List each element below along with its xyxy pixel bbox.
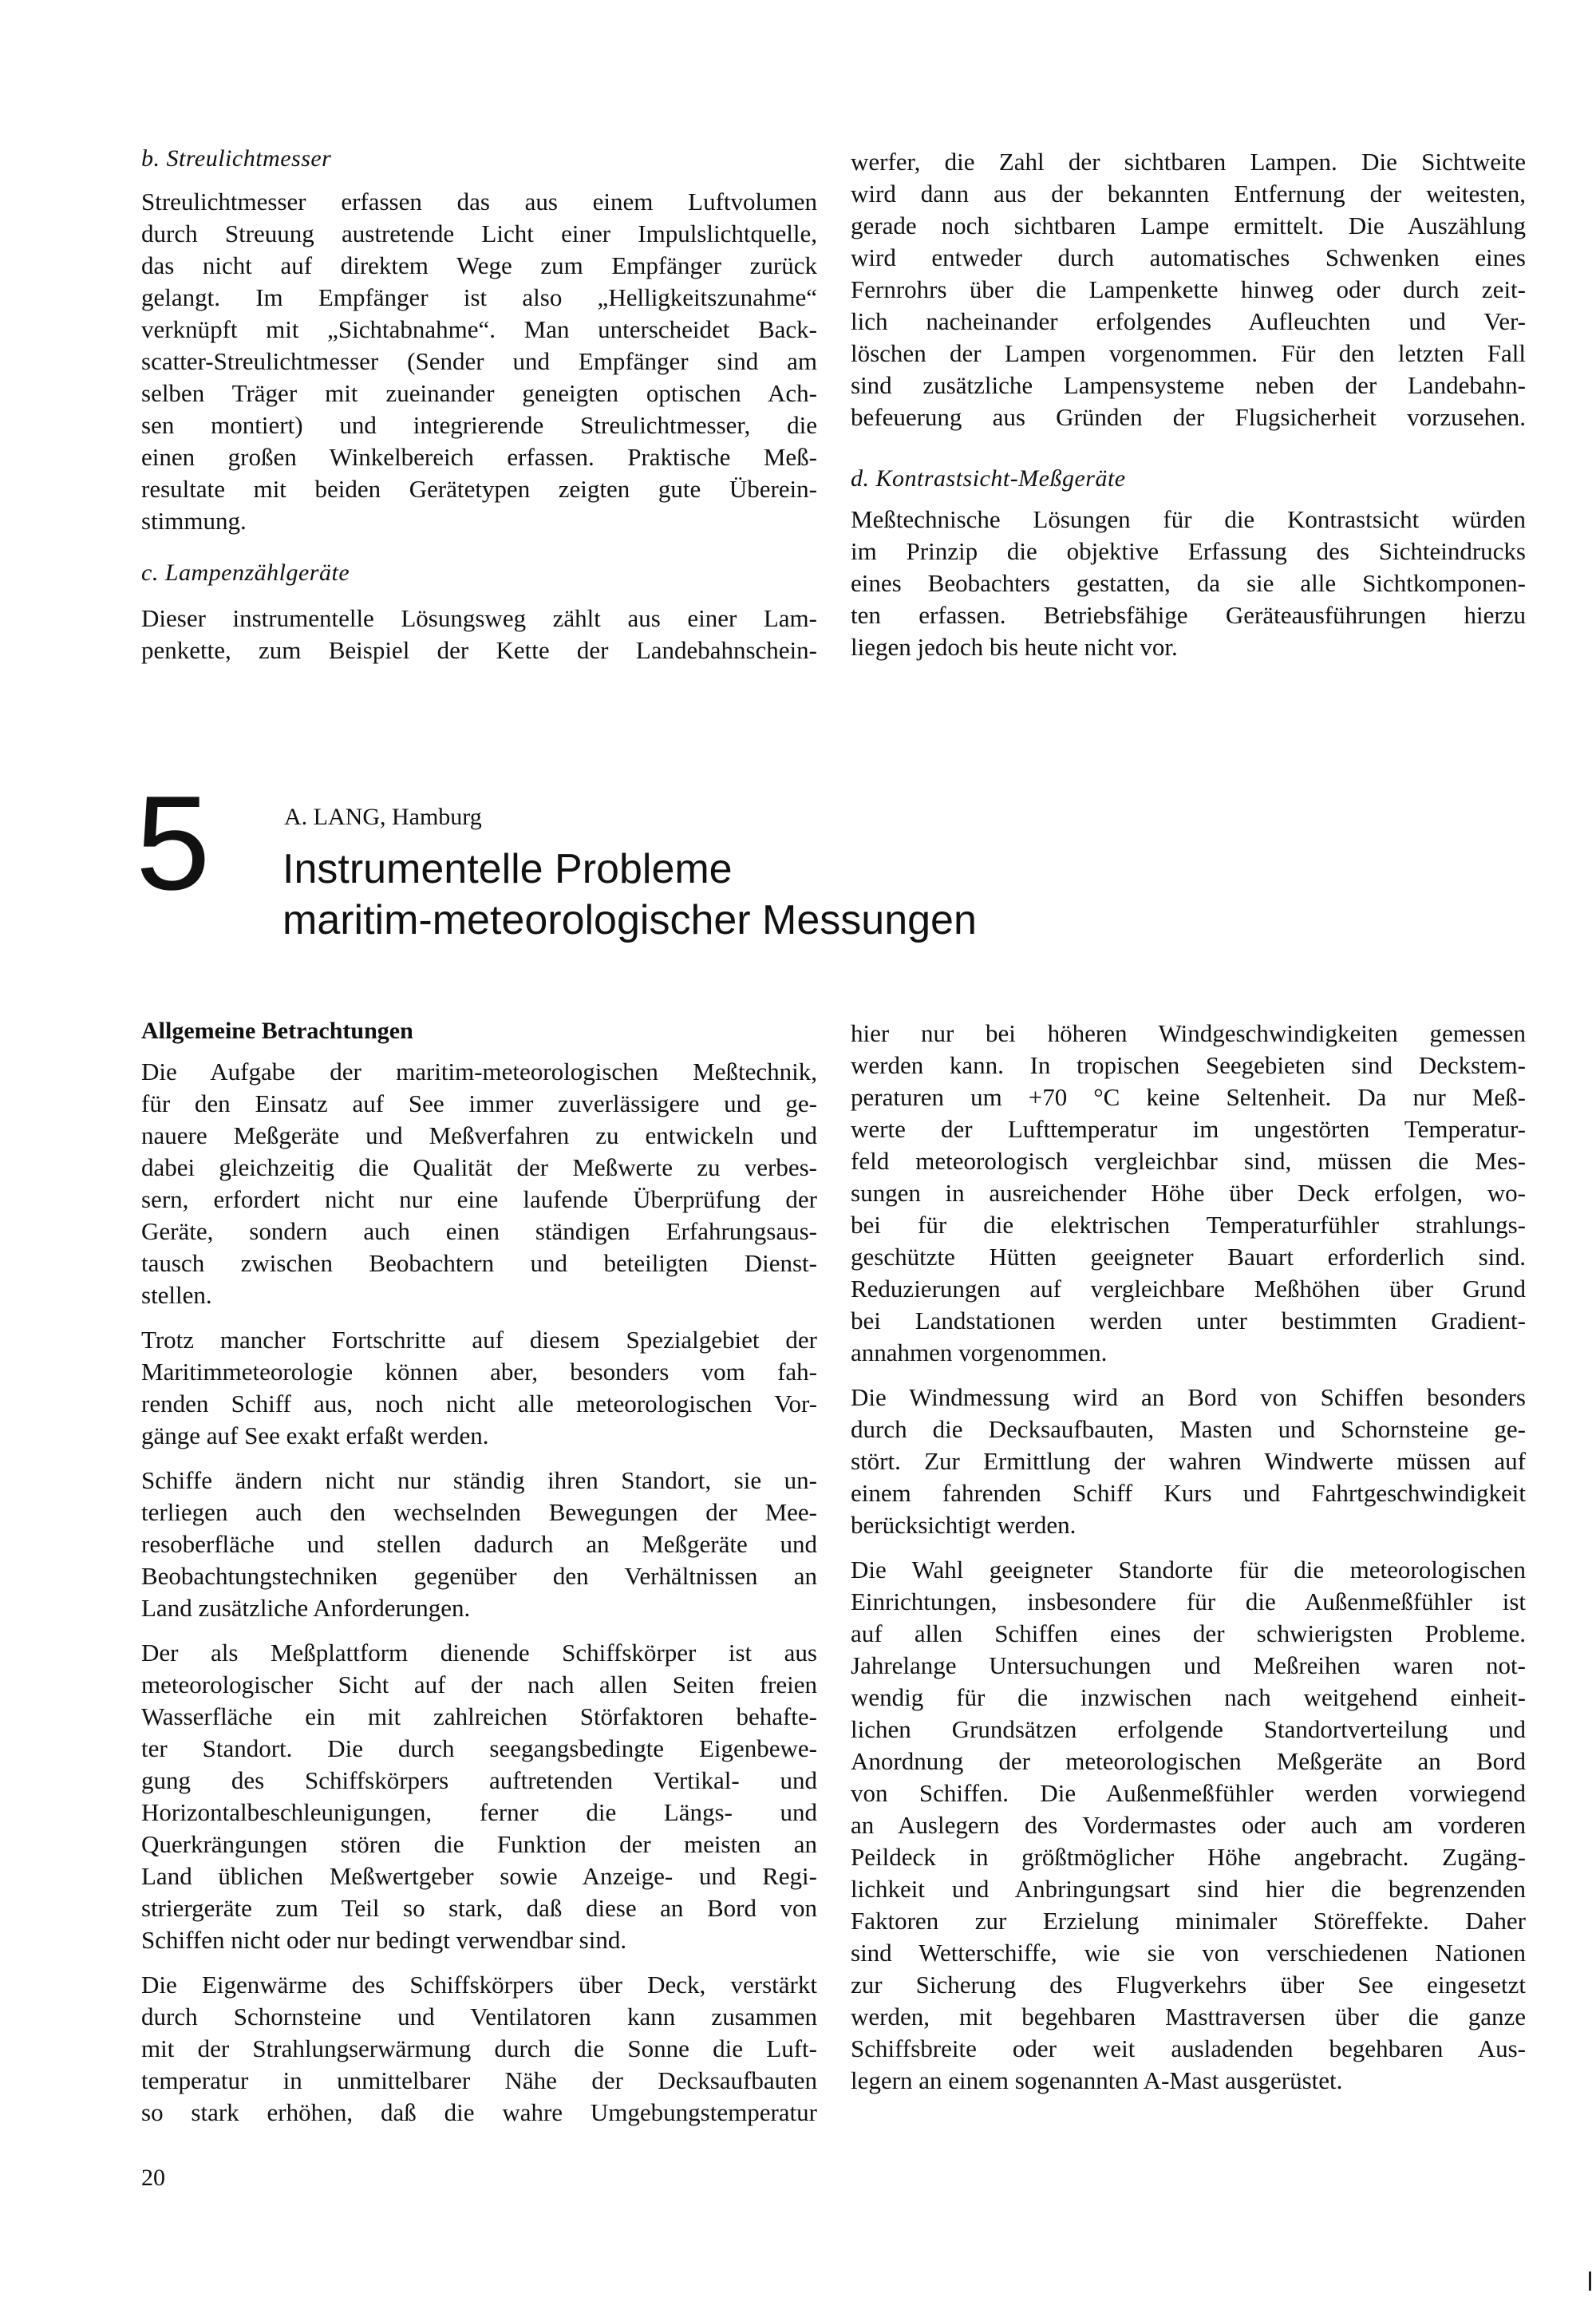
text-line: nauere Meßgeräte und Meßverfahren zu entwickeln und bbox=[141, 1121, 817, 1149]
text-line: werte der Lufttemperatur im ungestörten Temperatur- bbox=[851, 1115, 1526, 1143]
paragraph bbox=[851, 1382, 1526, 1541]
paragraph bbox=[851, 146, 1526, 433]
chapter-number: 5 bbox=[136, 768, 211, 918]
text-line: werden kann. In tropischen Seegebieten sind Deckstem- bbox=[851, 1051, 1526, 1079]
text-line: lichkeit und Anbringungsart sind hier die begrenzenden bbox=[851, 1875, 1526, 1903]
subheading-lampenzaehlgeraete: c. Lampenzählgeräte bbox=[141, 559, 350, 586]
text-line: von Schiffen. Die Außenmeßfühler werden vorwiegend bbox=[851, 1779, 1526, 1807]
paragraph-lampenzaehlgeraete bbox=[141, 603, 817, 666]
text-line: auf allen Schiffen eines der schwierigsten Probleme. bbox=[851, 1619, 1526, 1647]
text-line: Anordnung der meteorologischen Meßgeräte an Bord bbox=[851, 1747, 1526, 1775]
text-line: gung des Schiffskörpers auftretenden Vertikal- und bbox=[141, 1766, 817, 1794]
text-line: an Auslegern des Vordermastes oder auch am vorderen bbox=[851, 1811, 1526, 1839]
text-line: temperatur in unmittelbarer Nähe der Decksaufbauten bbox=[141, 2066, 817, 2094]
text-line: durch Streuung austretende Licht einer Impulslichtquelle, bbox=[141, 219, 817, 247]
subheading-streulichtmesser: b. Streulichtmesser bbox=[141, 145, 332, 172]
paragraph bbox=[851, 1018, 1526, 1369]
text-line: Reduzierungen auf vergleichbare Meßhöhen über Grund bbox=[851, 1275, 1526, 1303]
body-right-column bbox=[851, 1018, 1526, 2097]
text-line: bei für die elektrischen Temperaturfühler strahlungs- bbox=[851, 1211, 1526, 1239]
text-line: sind zusätzliche Lampensysteme neben der Landebahn- bbox=[851, 371, 1526, 399]
scan-mark bbox=[1589, 2271, 1591, 2291]
paragraph bbox=[851, 504, 1526, 663]
text-line: bei Landstationen werden unter bestimmten Gradient- bbox=[851, 1307, 1526, 1334]
text-line: lichen Grundsätzen erfolgende Standortverteilung und bbox=[851, 1715, 1526, 1743]
text-line: penkette, zum Beispiel der Kette der Landebahnschein- bbox=[141, 636, 817, 664]
text-line: Land zusätzliche Anforderungen. bbox=[141, 1594, 471, 1622]
paragraph bbox=[141, 1324, 817, 1452]
text-line: gänge auf See exakt erfaßt werden. bbox=[141, 1421, 489, 1449]
text-line: Streulichtmesser erfassen das aus einem Luftvolumen bbox=[141, 188, 817, 215]
text-line: durch Schornsteine und Ventilatoren kann zusammen bbox=[141, 2003, 817, 2030]
text-line: ter Standort. Die durch seegangsbedingte Eigenbewe- bbox=[141, 1734, 817, 1762]
text-line: scatter-Streulichtmesser (Sender und Empfänger sind am bbox=[141, 347, 817, 375]
text-line: sungen in ausreichender Höhe über Deck erfolgen, wo- bbox=[851, 1179, 1526, 1207]
text-line: Peildeck in größtmöglicher Höhe angebracht. Zugäng- bbox=[851, 1843, 1526, 1871]
text-line: werfer, die Zahl der sichtbaren Lampen. Die Sichtweite bbox=[851, 148, 1526, 176]
text-line: stimmung. bbox=[141, 507, 247, 535]
chapter-title-line: Instrumentelle Probleme bbox=[282, 846, 733, 892]
text-line: stellen. bbox=[141, 1281, 212, 1309]
text-line: Beobachtungstechniken gegenüber den Verhältnissen an bbox=[141, 1562, 817, 1590]
text-line: gerade noch sichtbaren Lampe ermittelt. Die Auszählung bbox=[851, 212, 1526, 239]
paragraph-streulichtmesser bbox=[141, 186, 817, 537]
paragraph bbox=[141, 1969, 817, 2129]
text-line: Die Aufgabe der maritim-meteorologischen Meßtechnik, bbox=[141, 1058, 817, 1085]
text-line: wendig für die inzwischen nach weitgehend einheit- bbox=[851, 1683, 1526, 1711]
page-number: 20 bbox=[141, 2165, 165, 2191]
text-line: Land üblichen Meßwertgeber sowie Anzeige- und Regi- bbox=[141, 1862, 817, 1890]
text-line: mit der Strahlungserwärmung durch die Sonne die Luft- bbox=[141, 2034, 817, 2062]
text-line: einen großen Winkelbereich erfassen. Praktische Meß- bbox=[141, 443, 817, 471]
text-line: im Prinzip die objektive Erfassung des Sichteindrucks bbox=[851, 537, 1526, 565]
text-line: wird dann aus der bekannten Entfernung der weitesten, bbox=[851, 180, 1526, 208]
text-line: Trotz mancher Fortschritte auf diesem Spezialgebiet der bbox=[141, 1326, 817, 1354]
text-line: peraturen um +70 °C keine Seltenheit. Da nur Meß- bbox=[851, 1083, 1526, 1111]
text-line: selben Träger mit zueinander geneigten optischen Ach- bbox=[141, 379, 817, 407]
text-line: so stark erhöhen, daß die wahre Umgebungstemperatur bbox=[141, 2098, 817, 2126]
text-line: Maritimmeteorologie können aber, besonders vom fah- bbox=[141, 1358, 817, 1386]
text-line: Geräte, sondern auch einen ständigen Erfahrungsaus- bbox=[141, 1217, 817, 1245]
text-line: lich nacheinander erfolgendes Aufleuchten und Ver- bbox=[851, 307, 1526, 335]
paragraph bbox=[141, 1637, 817, 1956]
text-line: Querkrängungen stören die Funktion der meisten an bbox=[141, 1830, 817, 1858]
text-line: Die Wahl geeigneter Standorte für die meteorologischen bbox=[851, 1556, 1526, 1584]
text-line: eines Beobachters gestatten, da sie alle Sichtkomponen- bbox=[851, 569, 1526, 597]
text-line: Die Windmessung wird an Bord von Schiffen besonders bbox=[851, 1383, 1526, 1411]
text-line: verknüpft mit „Sichtabnahme“. Man unterscheidet Back- bbox=[141, 315, 817, 343]
paragraph bbox=[141, 1465, 817, 1624]
text-line: gelangt. Im Empfänger ist also „Helligkeitszunahme“ bbox=[141, 283, 817, 311]
text-line: einem fahrenden Schiff Kurs und Fahrtgeschwindigkeit bbox=[851, 1479, 1526, 1507]
text-line: werden, mit begehbaren Masttraversen über die ganze bbox=[851, 2003, 1526, 2030]
text-line: annahmen vorgenommen. bbox=[851, 1338, 1108, 1366]
paragraph bbox=[141, 603, 817, 666]
text-line: zur Sicherung des Flugverkehrs über See eingesetzt bbox=[851, 1971, 1526, 1999]
text-line: resoberfläche und stellen dadurch an Meßgeräte und bbox=[141, 1530, 817, 1558]
text-line: befeuerung aus Gründen der Flugsicherheit vorzusehen. bbox=[851, 403, 1526, 431]
text-line: Einrichtungen, insbesondere für die Außenmeßfühler ist bbox=[851, 1587, 1526, 1615]
text-line: legern an einem sogenannten A-Mast ausgerüstet. bbox=[851, 2066, 1343, 2094]
text-line: Schiffsbreite oder weit ausladenden begehbaren Aus- bbox=[851, 2034, 1526, 2062]
text-line: durch die Decksaufbauten, Masten und Schornsteine ge- bbox=[851, 1415, 1526, 1443]
section-heading: Allgemeine Betrachtungen bbox=[141, 1018, 413, 1044]
text-line: löschen der Lampen vorgenommen. Für den letzten Fall bbox=[851, 339, 1526, 367]
text-line: Schiffe ändern nicht nur ständig ihren Standort, sie un- bbox=[141, 1466, 817, 1494]
chapter-author: A. LANG, Hamburg bbox=[284, 804, 482, 830]
paragraph bbox=[141, 186, 817, 537]
paragraph bbox=[141, 1056, 817, 1311]
text-line: terliegen auch den wechselnden Bewegungen der Mee- bbox=[141, 1498, 817, 1526]
text-line: tausch zwischen Beobachtern und beteiligten Dienst- bbox=[141, 1249, 817, 1277]
text-line: Wasserfläche ein mit zahlreichen Störfaktoren behafte- bbox=[141, 1702, 817, 1730]
text-line: resultate mit beiden Gerätetypen zeigten gute Überein- bbox=[141, 475, 817, 503]
text-line: renden Schiff aus, noch nicht alle meteorologischen Vor- bbox=[141, 1390, 817, 1417]
text-line: geschützte Hütten geeigneter Bauart erforderlich sind. bbox=[851, 1243, 1526, 1271]
text-line: Die Eigenwärme des Schiffskörpers über Deck, verstärkt bbox=[141, 1971, 817, 1999]
text-line: stört. Zur Ermittlung der wahren Windwerte müssen auf bbox=[851, 1447, 1526, 1475]
text-line: sind Wetterschiffe, wie sie von verschiedenen Nationen bbox=[851, 1939, 1526, 1967]
text-line: dabei gleichzeitig die Qualität der Meßwerte zu verbes- bbox=[141, 1153, 817, 1181]
body-left-column bbox=[141, 1056, 817, 2129]
text-line: Dieser instrumentelle Lösungsweg zählt aus einer Lam- bbox=[141, 604, 817, 632]
text-line: liegen jedoch bis heute nicht vor. bbox=[851, 633, 1178, 661]
text-line: Horizontalbeschleunigungen, ferner die Längs- und bbox=[141, 1798, 817, 1826]
text-line: Meßtechnische Lösungen für die Kontrastsicht würden bbox=[851, 505, 1526, 533]
text-line: ten erfassen. Betriebsfähige Geräteausführungen hierzu bbox=[851, 601, 1526, 629]
text-line: berücksichtigt werden. bbox=[851, 1511, 1077, 1539]
text-line: Faktoren zur Erzielung minimaler Störeffekte. Daher bbox=[851, 1907, 1526, 1935]
text-line: Jahrelange Untersuchungen und Meßreihen waren not- bbox=[851, 1651, 1526, 1679]
text-line: striergeräte zum Teil so stark, daß diese an Bord von bbox=[141, 1894, 817, 1922]
text-line: feld meteorologisch vergleichbar sind, müssen die Mes- bbox=[851, 1147, 1526, 1175]
text-line: Fernrohrs über die Lampenkette hinweg oder durch zeit- bbox=[851, 275, 1526, 303]
text-line: wird entweder durch automatisches Schwenken eines bbox=[851, 243, 1526, 271]
text-line: hier nur bei höheren Windgeschwindigkeiten gemessen bbox=[851, 1019, 1526, 1047]
text-line: Schiffen nicht oder nur bedingt verwendbar sind. bbox=[141, 1926, 627, 1954]
text-line: sern, erfordert nicht nur eine laufende Überprüfung der bbox=[141, 1185, 817, 1213]
text-line: sen montiert) und integrierende Streulichtmesser, die bbox=[141, 411, 817, 439]
text-line: für den Einsatz auf See immer zuverlässigere und ge- bbox=[141, 1089, 817, 1117]
chapter-title bbox=[282, 844, 977, 946]
text-line: meteorologischer Sicht auf der nach allen Seiten freien bbox=[141, 1670, 817, 1698]
paragraph-lampenzaehlgeraete-continued bbox=[851, 146, 1526, 433]
subheading-kontrastsicht: d. Kontrastsicht-Meßgeräte bbox=[851, 465, 1126, 492]
text-line: Der als Meßplattform dienende Schiffskörper ist aus bbox=[141, 1639, 817, 1667]
paragraph-kontrastsicht bbox=[851, 504, 1526, 663]
chapter-title-line: maritim-meteorologischer Messungen bbox=[282, 897, 977, 943]
paragraph bbox=[851, 1554, 1526, 2097]
text-line: das nicht auf direktem Wege zum Empfänger zurück bbox=[141, 251, 817, 279]
